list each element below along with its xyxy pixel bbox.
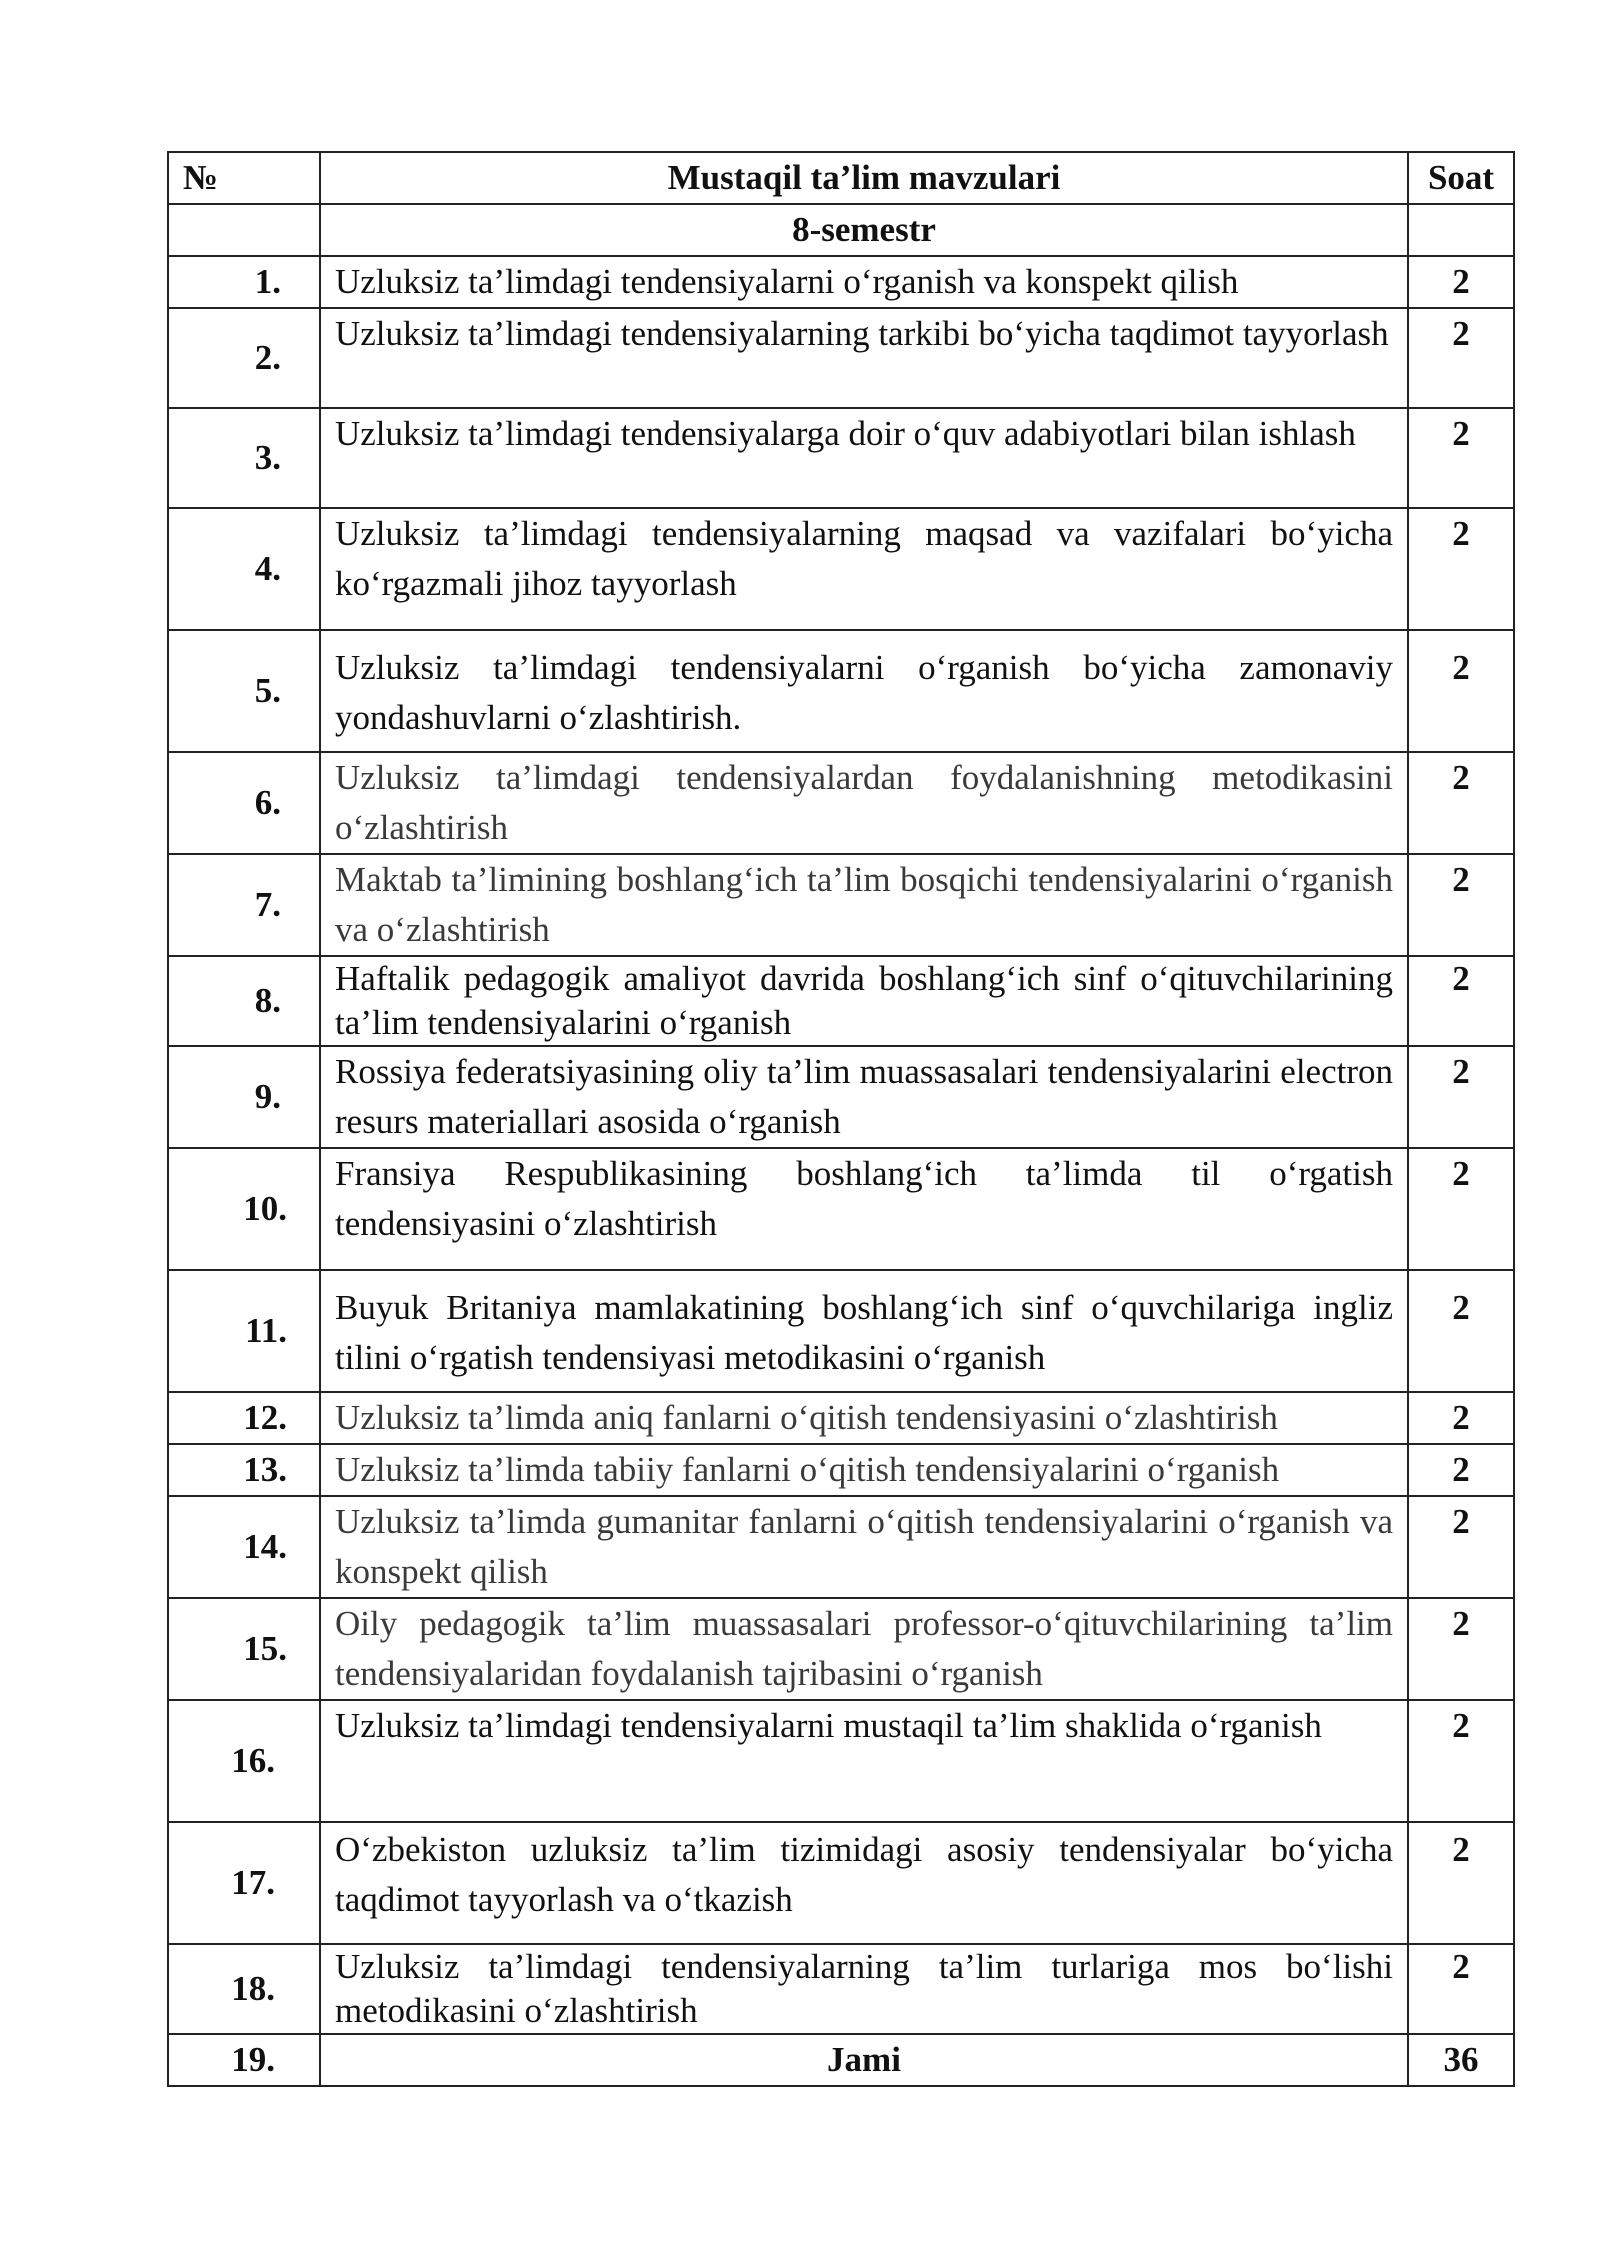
row-topic: Uzluksiz ta’limda tabiiy fanlarni o‘qitish tendensiyalarini o‘rganish [320, 1444, 1408, 1496]
row-topic: Uzluksiz ta’limda gumanitar fanlarni o‘qitish tendensiyalarini o‘rganish va konspekt qilish [320, 1496, 1408, 1598]
row-topic: Maktab ta’limining boshlang‘ich ta’lim bosqichi tendensiyalarini o‘rganish va o‘zlashtirish [320, 854, 1408, 956]
table-header-row [168, 152, 1514, 204]
row-topic: Rossiya federatsiyasining oliy ta’lim muassasalari tendensiyalarini electron resurs materiallari asosida o‘rganish [320, 1046, 1408, 1148]
table-row [168, 1444, 1514, 1496]
row-topic: Uzluksiz ta’limdagi tendensiyalarga doir o‘quv adabiyotlari bilan ishlash [320, 408, 1408, 508]
row-topic: Uzluksiz ta’limda aniq fanlarni o‘qitish tendensiyasini o‘zlashtirish [320, 1392, 1408, 1444]
header-number: № [168, 152, 320, 204]
total-label: Jami [320, 2034, 1408, 2086]
header-hours: Soat [1408, 152, 1514, 204]
row-hours: 2 [1408, 1944, 1514, 2034]
row-number: 18. [168, 1944, 320, 2034]
table-row [168, 408, 1514, 508]
row-number: 10. [168, 1148, 320, 1270]
independent-study-table [167, 151, 1515, 2087]
table-row [168, 630, 1514, 752]
row-hours: 2 [1408, 1148, 1514, 1270]
row-hours: 2 [1408, 1700, 1514, 1822]
row-hours: 2 [1408, 256, 1514, 308]
table-row [168, 1944, 1514, 2034]
total-hours: 36 [1408, 2034, 1514, 2086]
table-row [168, 854, 1514, 956]
row-hours: 2 [1408, 1270, 1514, 1392]
table-row [168, 1392, 1514, 1444]
semester-row [168, 204, 1514, 256]
row-hours: 2 [1408, 1496, 1514, 1598]
row-hours: 2 [1408, 1822, 1514, 1944]
row-number: 6. [168, 752, 320, 854]
row-number: 1. [168, 256, 320, 308]
row-hours: 2 [1408, 752, 1514, 854]
table-row [168, 956, 1514, 1046]
header-topics: Mustaqil ta’lim mavzulari [320, 152, 1408, 204]
row-hours: 2 [1408, 630, 1514, 752]
row-number: 13. [168, 1444, 320, 1496]
row-number: 9. [168, 1046, 320, 1148]
row-hours: 2 [1408, 308, 1514, 408]
row-hours: 2 [1408, 1046, 1514, 1148]
table-row [168, 256, 1514, 308]
semester-label: 8-semestr [320, 204, 1408, 256]
row-number: 12. [168, 1392, 320, 1444]
row-number: 5. [168, 630, 320, 752]
row-number: 7. [168, 854, 320, 956]
row-number: 17. [168, 1822, 320, 1944]
row-number: 8. [168, 956, 320, 1046]
row-number: 11. [168, 1270, 320, 1392]
row-hours: 2 [1408, 508, 1514, 630]
table-row [168, 752, 1514, 854]
row-topic: Uzluksiz ta’limdagi tendensiyalarni o‘rganish bo‘yicha zamonaviy yondashuvlarni o‘zlashtirish. [320, 630, 1408, 752]
row-hours: 2 [1408, 1444, 1514, 1496]
row-topic: Uzluksiz ta’limdagi tendensiyalardan foydalanishning metodikasini o‘zlashtirish [320, 752, 1408, 854]
row-number: 15. [168, 1598, 320, 1700]
row-topic: Uzluksiz ta’limdagi tendensiyalarni mustaqil ta’lim shaklida o‘rganish [320, 1700, 1408, 1822]
row-topic: Buyuk Britaniya mamlakatining boshlang‘ich sinf o‘quvchilariga ingliz tilini o‘rgatish tendensiyasi metodikasini o‘rganish [320, 1270, 1408, 1392]
semester-empty-cell [1408, 204, 1514, 256]
row-hours: 2 [1408, 854, 1514, 956]
row-topic: O‘zbekiston uzluksiz ta’lim tizimidagi asosiy tendensiyalar bo‘yicha taqdimot tayyorlash va o‘tkazish [320, 1822, 1408, 1944]
table-row [168, 1598, 1514, 1700]
row-number: 4. [168, 508, 320, 630]
table-row [168, 1496, 1514, 1598]
total-row [168, 2034, 1514, 2086]
table-row [168, 1270, 1514, 1392]
row-topic: Uzluksiz ta’limdagi tendensiyalarning tarkibi bo‘yicha taqdimot tayyorlash [320, 308, 1408, 408]
row-number: 14. [168, 1496, 320, 1598]
row-topic: Oily pedagogik ta’lim muassasalari professor-o‘qituvchilarining ta’lim tendensiyalaridan foydalanish tajribasini o‘rganish [320, 1598, 1408, 1700]
table-row [168, 508, 1514, 630]
row-number: 16. [168, 1700, 320, 1822]
row-hours: 2 [1408, 1392, 1514, 1444]
row-hours: 2 [1408, 956, 1514, 1046]
row-topic: Uzluksiz ta’limdagi tendensiyalarni o‘rganish va konspekt qilish [320, 256, 1408, 308]
table-row [168, 1148, 1514, 1270]
row-topic: Uzluksiz ta’limdagi tendensiyalarning maqsad va vazifalari bo‘yicha ko‘rgazmali jihoz tayyorlash [320, 508, 1408, 630]
row-number: 3. [168, 408, 320, 508]
row-hours: 2 [1408, 1598, 1514, 1700]
row-topic: Haftalik pedagogik amaliyot davrida boshlang‘ich sinf o‘qituvchilarining ta’lim tendensiyalarini o‘rganish [320, 956, 1408, 1046]
row-hours: 2 [1408, 408, 1514, 508]
row-topic: Uzluksiz ta’limdagi tendensiyalarning ta’lim turlariga mos bo‘lishi metodikasini o‘zlashtirish [320, 1944, 1408, 2034]
row-number: 2. [168, 308, 320, 408]
table-row [168, 1046, 1514, 1148]
row-topic: Fransiya Respublikasining boshlang‘ich ta’limda til o‘rgatish tendensiyasini o‘zlashtirish [320, 1148, 1408, 1270]
total-number: 19. [168, 2034, 320, 2086]
table-row [168, 1822, 1514, 1944]
table-row [168, 1700, 1514, 1822]
table-row [168, 308, 1514, 408]
semester-empty-cell [168, 204, 320, 256]
